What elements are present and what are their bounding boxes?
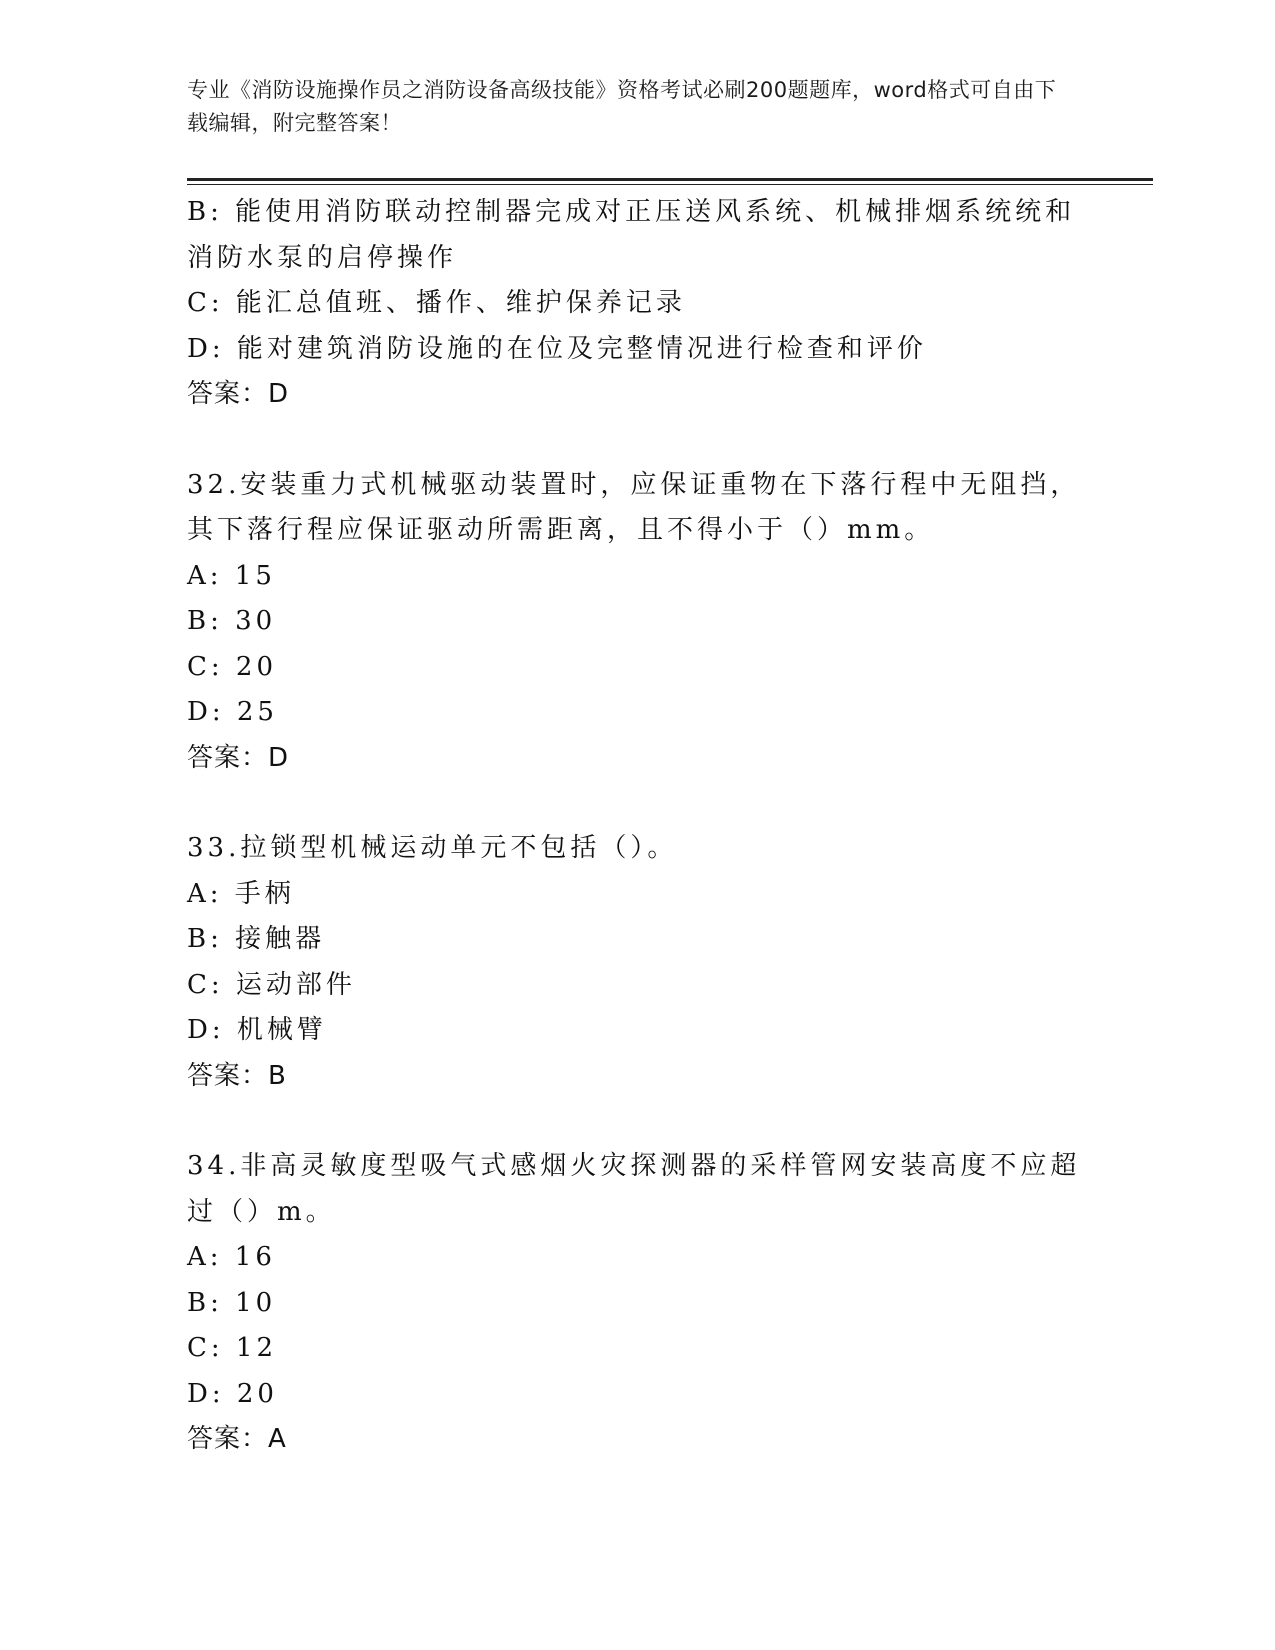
answer-line: 答案：A bbox=[187, 1424, 287, 1454]
question-block-34 bbox=[187, 1144, 1087, 1463]
answer-line: 答案：D bbox=[187, 742, 290, 773]
header-rule-thin bbox=[187, 184, 1153, 185]
option-a: A: 15 bbox=[187, 560, 276, 591]
question-stem: 32.安装重力式机械驱动装置时，应保证重物在下落行程中无阻挡，其下落行程应保证驱动所需距离，且不得小于（）mm。 bbox=[187, 469, 1081, 545]
option-d: D: 能对建筑消防设施的在位及完整情况进行检查和评价 bbox=[187, 333, 927, 364]
option-a: A: 手柄 bbox=[187, 878, 295, 909]
option-d: D: 机械臂 bbox=[187, 1015, 327, 1045]
option-c: C: 20 bbox=[187, 651, 278, 682]
answer-line: 答案：B bbox=[187, 1060, 287, 1091]
document-header: 专业《消防设施操作员之消防设备高级技能》资格考试必刷200题题库，word格式可自由下载编辑，附完整答案！ bbox=[187, 78, 1057, 135]
question-stem: 33.拉锁型机械运动单元不包括（）。 bbox=[187, 833, 678, 863]
option-c: C: 能汇总值班、播作、维护保养记录 bbox=[187, 288, 686, 318]
spacer bbox=[187, 1099, 1087, 1144]
option-c: C: 12 bbox=[187, 1333, 278, 1363]
spacer bbox=[187, 781, 1087, 826]
option-d: D: 25 bbox=[187, 697, 278, 727]
option-b: B: 10 bbox=[187, 1287, 277, 1318]
question-block-32 bbox=[187, 463, 1087, 782]
header-rule-thick bbox=[187, 178, 1153, 181]
question-stem: 34.非高灵敏度型吸气式感烟火灾探测器的采样管网安装高度不应超过（）m。 bbox=[187, 1151, 1081, 1227]
question-list bbox=[187, 190, 1087, 1463]
option-b: B: 接触器 bbox=[187, 924, 326, 954]
option-b: B: 30 bbox=[187, 606, 277, 636]
question-block-31 bbox=[187, 190, 1087, 418]
option-a: A: 16 bbox=[187, 1242, 276, 1272]
answer-line: 答案：D bbox=[187, 379, 290, 409]
option-c: C: 运动部件 bbox=[187, 969, 356, 1000]
question-block-33 bbox=[187, 826, 1087, 1099]
option-b: B: 能使用消防联动控制器完成对正压送风系统、机械排烟系统统和消防水泵的启停操作 bbox=[187, 197, 1076, 273]
option-d: D: 20 bbox=[187, 1378, 278, 1409]
spacer bbox=[187, 418, 1087, 463]
